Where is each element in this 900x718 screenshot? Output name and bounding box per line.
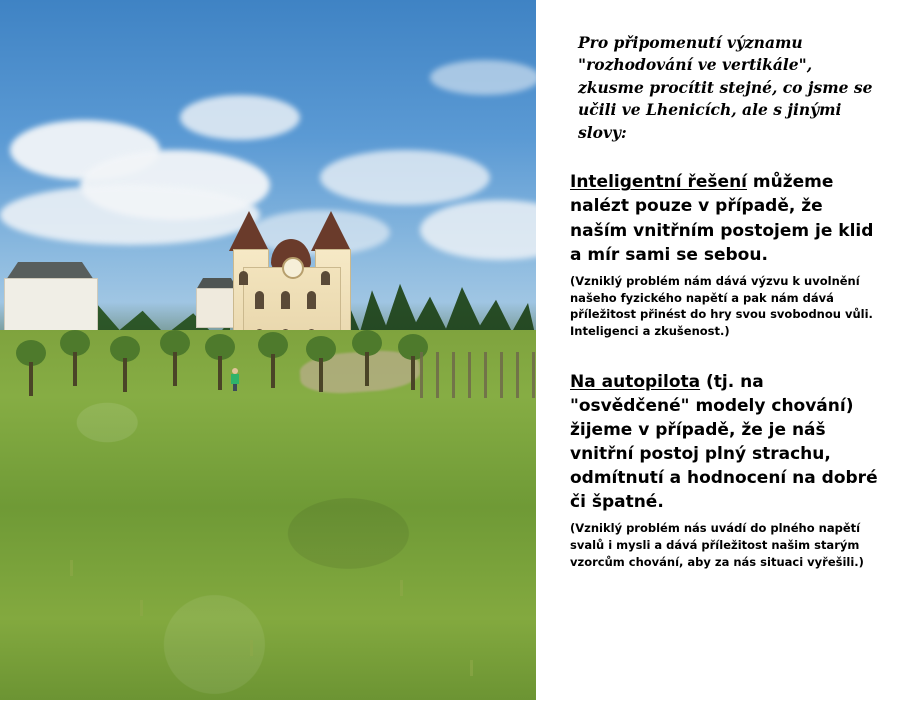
apple-tree (306, 336, 336, 396)
grass-tuft (470, 660, 473, 676)
text-column (560, 0, 900, 718)
block-spacer (570, 340, 882, 370)
intro-paragraph: Pro připomenutí významu "rozhodování ve vertikále", zkusme procítit stejné, co jsme se učili ve Lhenicích, ale s jinými slovy: (578, 33, 873, 142)
block1-heading-underlined: Inteligentní řešení (570, 172, 748, 193)
church-window (307, 291, 316, 309)
church-window (255, 291, 264, 309)
apple-tree (352, 330, 382, 390)
grass-tuft (250, 640, 253, 656)
tower-window (321, 271, 330, 285)
grass-tuft (70, 560, 73, 576)
person-figure (231, 368, 239, 390)
church-window (281, 291, 290, 309)
tower-window (239, 271, 248, 285)
apple-tree (16, 340, 46, 400)
cloud (430, 60, 536, 95)
church-spire (311, 211, 351, 251)
apple-tree (258, 332, 288, 392)
block1-note: (Vzniklý problém nám dává výzvu k uvolnění našeho fyzického napětí a pak nám dává příležitost přinést do hry svou svobodnou vůli. Inteligenci a zkušenost.) (570, 273, 873, 338)
block2-heading-rest: (tj. na "osvědčené" modely chování) žijeme v případě, že je náš vnitřní postoj plný strachu, odmítnutí a hodnocení na dobré či špatné. (570, 371, 878, 513)
church-spire (229, 211, 269, 251)
block-inteligentni-reseni (570, 170, 882, 339)
block-na-autopilota (570, 370, 882, 571)
apple-tree (60, 330, 90, 390)
block1-heading-rest: můžeme nalézt pouze v případě, že naším vnitřním postojem je klid a mír sami se sebou. (570, 172, 874, 265)
fence (420, 352, 536, 400)
rose-window (282, 257, 304, 279)
block2-note: (Vzniklý problém nás uvádí do plného napětí svalů i mysli a dává příležitost našim starým vzorcům chování, aby za nás situaci vyřešili.) (570, 521, 864, 569)
grass-tuft (400, 580, 403, 596)
house-building (4, 278, 98, 336)
grass-tuft (140, 600, 143, 616)
cloud (180, 95, 300, 140)
block2-heading-underlined: Na autopilota (570, 371, 701, 392)
block1-heading (570, 170, 882, 267)
apple-tree (160, 330, 190, 390)
apple-tree (110, 336, 140, 396)
block2-heading (570, 370, 882, 515)
